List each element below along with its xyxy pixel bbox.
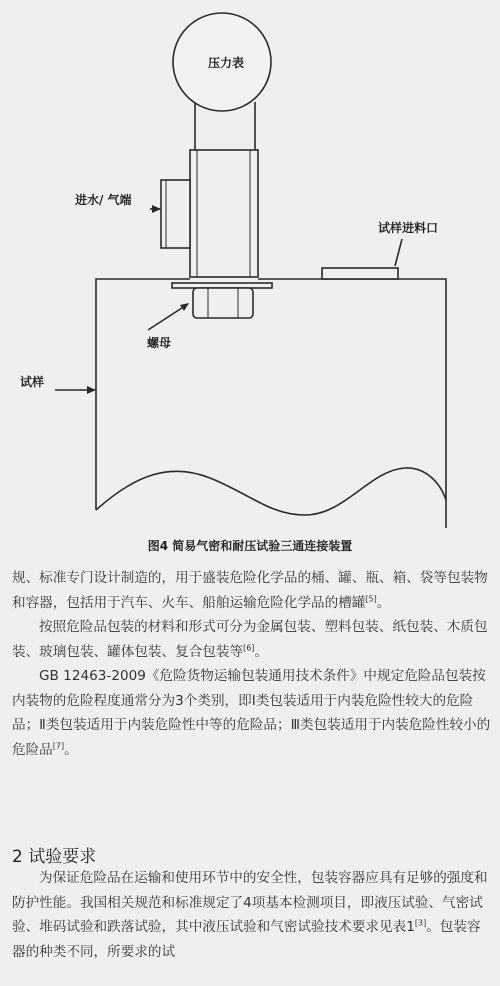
inlet-label: 进水/ 气端	[75, 193, 132, 207]
citation: [5]	[365, 593, 377, 603]
figure-caption: 图4 简易气密和耐压试验三通连接装置	[147, 539, 353, 553]
sample-label: 试样	[20, 375, 45, 389]
citation: [7]	[52, 740, 65, 750]
gauge-label: 压力表	[208, 56, 245, 70]
citation: [3]	[414, 918, 427, 928]
section-heading: 2 试验要求	[12, 847, 97, 867]
nut	[193, 288, 253, 318]
tee-pipe	[190, 150, 258, 277]
paragraph-4: 为保证危险品在运输和使用环节中的安全性，包装容器应具有足够的强度和防护性能。我国相关规范和标准规定了4项基本检测项目，即液压试验、气密试验、堆码试验和跌落试验，其中液压试验和气密试验技术要求见表1[3]。包装容器的种类不同，所要求的试	[12, 870, 488, 960]
paragraph-3: GB 12463-2009《危险货物运输包装通用技术条件》中规定危险品包装按内装物的危险程度通常分为3个类别，即Ⅰ类包装适用于内装危险性较大的危险品；Ⅱ类包装适用于内装危险性中等的危险品；Ⅲ类包装适用于内装危险性较小的危险品[7]。	[12, 668, 491, 758]
paragraph-1: 规、标准专门设计制造的，用于盛装危险化学品的桶、罐、瓶、箱、袋等包装物和容器，包括用于汽车、火车、船舶运输危险化学品的槽罐[5]。	[12, 570, 488, 611]
sample-inlet-port	[322, 268, 398, 279]
paragraph-2: 按照危险品包装的材料和形式可分为金属包装、塑料包装、纸包装、木质包装、玻璃包装、罐体包装、复合包装等[6]。	[12, 619, 488, 660]
sample-inlet-label: 试样进料口	[378, 221, 439, 235]
sample-container	[96, 279, 190, 510]
citation: [6]	[243, 642, 255, 652]
body-text	[12, 566, 492, 762]
water-gas-inlet	[161, 180, 190, 248]
body-text-2	[12, 866, 492, 964]
nut-label: 螺母	[147, 336, 172, 350]
